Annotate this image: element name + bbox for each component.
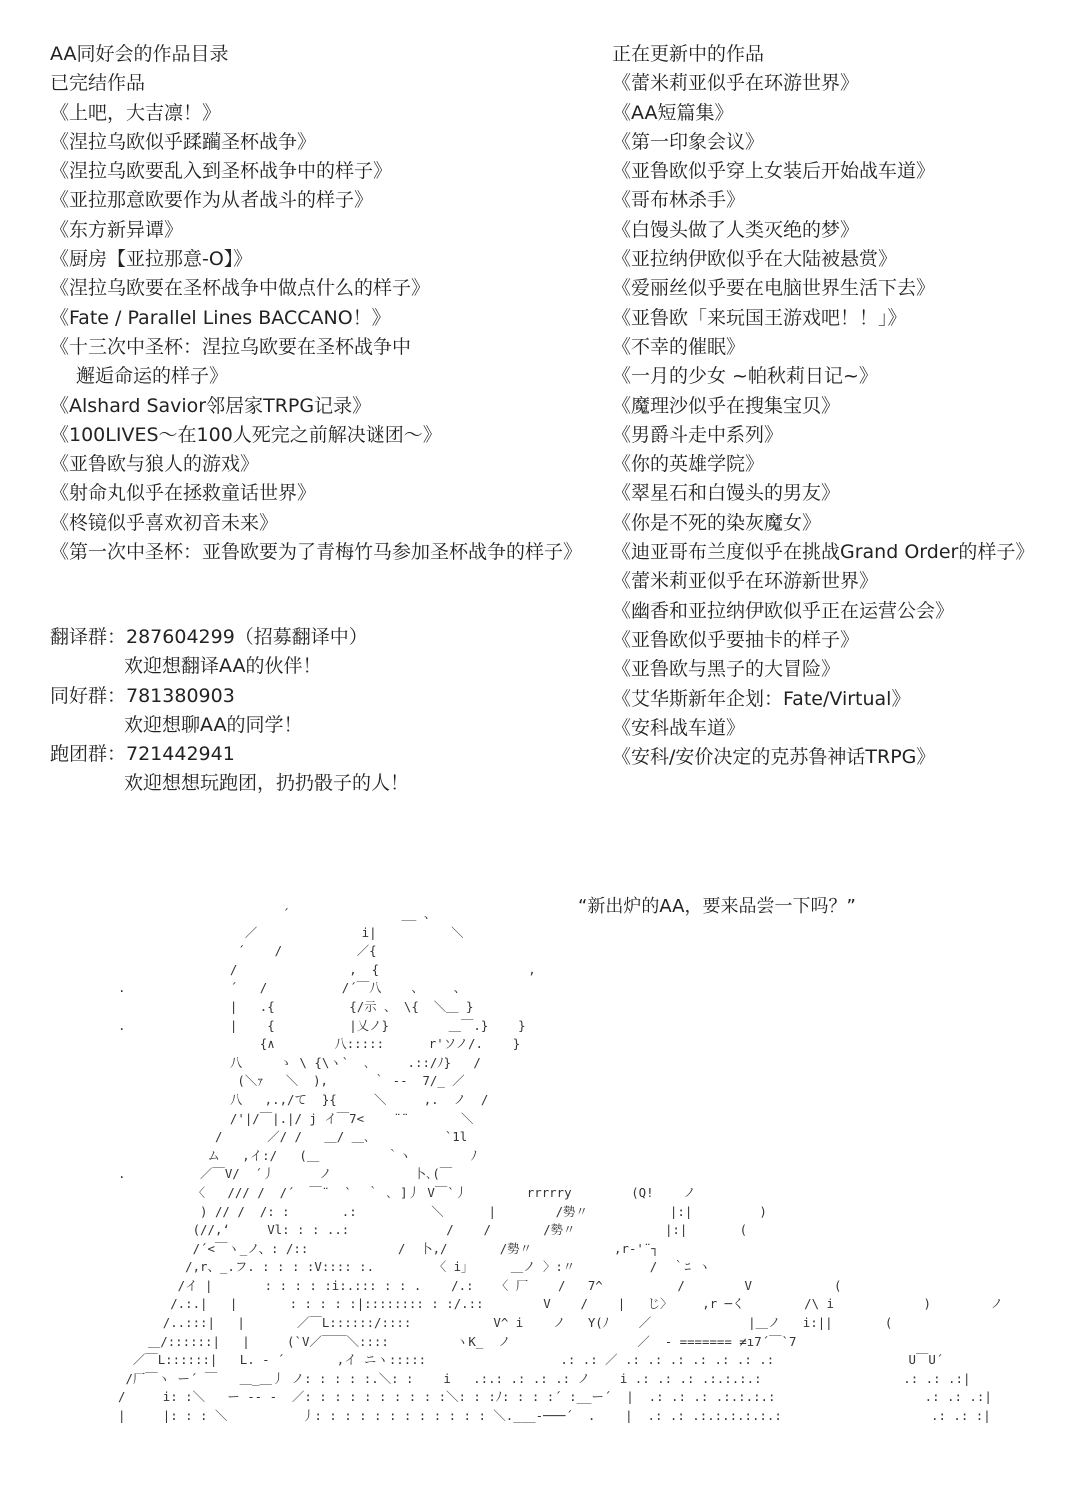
fan-group-note-row xyxy=(50,711,570,740)
list-item: 《涅拉乌欧似乎蹂躏圣杯战争》 xyxy=(50,130,317,153)
speech-quote: “新出炉的AA，要来品尝一下吗？” xyxy=(578,896,856,917)
list-item: 《一月的少女 ~帕秋莉日记~》 xyxy=(612,365,878,388)
list-item: 《100LIVES～在100人死完之前解决谜团～》 xyxy=(50,423,442,446)
translate-group-note-row xyxy=(50,652,570,681)
list-item: 《亚拉纳伊欧似乎在大陆被悬赏》 xyxy=(612,248,898,271)
ascii-art-illustration: ´ __ 、 ／ i| ＼ ´ / ／{ / , { , . ´ / /´￣八 、 、 | .{ {/示 、 \{ ＼＿ } . | { |乂ノ} ＿￣.} } {∧ 八::::: r'ソノ/. } 八 ゝ \ {\ヽ` ､ .::/ﾉ} / (＼ｧ ＼ ), ｀ ‐‐ 7/_ ／ 八 ,.,/て }{ ＼ ,. ノ / /'|/￣|.|/ j イ￣7< ¨¨ ＼ / ／/ / ＿/ ＿､ `1l ム ,イ:/ (＿ ｀ヽ ﾉ . ／￣V/ ´丿 ノ 卜､(￣ 〈 /// / /´ ￣¨ ` ｀ ､ ]丿 V￣`丿 rrrrry (Q! ノ ) // / /: : .: ＼ | /勢〃 |:| ) (//,‘ Vl: : : ..: / / /勢〃 |:| ( /´<￣ヽ_ノ、: /:: / 卜,/ /勢〃 ,r‐'¨┐ /,r、_.フ. : : : :V:::: :. 〈 i」 ＿ノ 〉:〃 / ｀ﾆ ヽ /イ | : : : : :i:.::: : : . /.: 〈 厂 / 7^ / V ( /.:.| | : : : : :|:::::::: : :/.:: V / | じ〉 ,r ─く /\ i ) ノ /..:::| | ／￣L::::::/:::: V^ i ノ Y(ﾉ ／ |＿ノ i:|| ( ＿/::::::| | (`V／￣￣＼:::: ヽK_ ノ ／ ‐ ======= ≠ı7´￣`7 ／￣L::::::| L. ‐ ´ ,イ ニヽ::::: .: .: ／ .: .: .: .: .: .: .: U￣U´ /厂￣ヽ ー´ ￣ ＿_＿丿 ノ: : : : :.＼: : i .:.: .: .: .: ノ i .: .: .: .:.:.:.: .: .: .:| / i: :＼ ー ‐‐ ‐ ／: : : : : : : : : :＼: : :ﾉ: : : :´ :__ー´ | .: .: .: .:.:.:.: .: .: .:| | |: : : ＼ 丿: : : : : : : : : : : : ＼.___‐───´ . | .: .: .:.:.:.:.:.: .: .: :| xyxy=(118,906,1004,1424)
list-item: 《亚拉那意欧要作为从者战斗的样子》 xyxy=(50,189,374,212)
list-item: 《你的英雄学院》 xyxy=(612,453,765,476)
list-item-continuation: 邂逅命运的样子》 xyxy=(76,365,229,388)
list-item: 《亚鲁欧与狼人的游戏》 xyxy=(50,453,260,476)
list-item: 《哥布林杀手》 xyxy=(612,189,746,212)
translate-group-note: 欢迎想翻译AA的伙伴！ xyxy=(124,655,322,678)
list-item: 《安科/安价决定的克苏鲁神话TRPG》 xyxy=(612,746,936,769)
list-item: 《上吧，大吉凛！》 xyxy=(50,101,222,124)
fan-group-value: 781380903 xyxy=(126,684,235,707)
trpg-group-note: 欢迎想想玩跑团，扔扔骰子的人！ xyxy=(124,772,410,795)
translate-group-value: 287604299（招募翻译中） xyxy=(126,626,368,648)
list-item: 《蕾米莉亚似乎在环游世界》 xyxy=(612,72,860,95)
trpg-group-note-row xyxy=(50,769,570,798)
list-item: 《涅拉乌欧要在圣杯战争中做点什么的样子》 xyxy=(50,277,431,300)
list-item: 《不幸的催眠》 xyxy=(612,335,746,358)
ongoing-heading: 正在更新中的作品 xyxy=(612,43,765,65)
list-item: 《艾华斯新年企划：Fate/Virtual》 xyxy=(612,687,911,710)
translate-group-row xyxy=(50,623,570,652)
fan-group-label: 同好群： xyxy=(50,684,127,707)
group-info xyxy=(50,623,570,799)
list-item: 《亚鲁欧似乎穿上女装后开始战车道》 xyxy=(612,160,936,183)
list-item: 《东方新异谭》 xyxy=(50,218,184,241)
trpg-group-row xyxy=(50,740,570,769)
list-item: 《Fate / Parallel Lines BACCANO！》 xyxy=(50,306,391,329)
list-item: 《十三次中圣杯：涅拉乌欧要在圣杯战争中 xyxy=(50,335,412,358)
list-item: 《翠星石和白馒头的男友》 xyxy=(612,482,841,505)
ongoing-works-column xyxy=(612,40,1062,772)
list-item: 《柊镜似乎喜欢初音未来》 xyxy=(50,511,279,534)
list-item: 《亚鲁欧「来玩国王游戏吧！！」》 xyxy=(612,306,907,329)
completed-works-column xyxy=(50,40,590,567)
trpg-group-value: 721442941 xyxy=(126,743,235,766)
trpg-group-label: 跑团群： xyxy=(50,743,127,766)
list-item: 《蕾米莉亚似乎在环游新世界》 xyxy=(612,570,879,593)
translate-group-label: 翻译群： xyxy=(50,626,127,648)
list-item: 《安科战车道》 xyxy=(612,716,746,739)
list-item: 《你是不死的染灰魔女》 xyxy=(612,511,822,534)
list-item: 《涅拉乌欧要乱入到圣杯战争中的样子》 xyxy=(50,160,393,183)
list-item: 《第一印象会议》 xyxy=(612,130,765,153)
list-item: 《男爵斗走中系列》 xyxy=(612,423,784,446)
list-item: 《亚鲁欧与黑子的大冒险》 xyxy=(612,658,841,681)
list-item: 《射命丸似乎在拯救童话世界》 xyxy=(50,482,317,505)
list-item: 《AA短篇集》 xyxy=(612,101,734,124)
list-item: 《幽香和亚拉纳伊欧似乎正在运营公会》 xyxy=(612,599,955,622)
list-item: 《亚鲁欧似乎要抽卡的样子》 xyxy=(612,628,860,651)
list-item: 《爱丽丝似乎要在电脑世界生活下去》 xyxy=(612,277,936,300)
list-item: 《白馒头做了人类灭绝的梦》 xyxy=(612,218,860,241)
list-item: 《魔理沙似乎在搜集宝贝》 xyxy=(612,394,841,417)
completed-heading: 已完结作品 xyxy=(50,72,146,95)
fan-group-note: 欢迎想聊AA的同学！ xyxy=(124,713,303,736)
list-item: 《迪亚哥布兰度似乎在挑战Grand Order的样子》 xyxy=(612,541,1035,564)
list-item: 《厨房【亚拉那意-O】》 xyxy=(50,248,253,271)
catalog-title: AA同好会的作品目录 xyxy=(50,43,229,65)
list-item: 《第一次中圣杯：亚鲁欧要为了青梅竹马参加圣杯战争的样子》 xyxy=(50,541,583,564)
list-item: 《Alshard Savior邻居家TRPG记录》 xyxy=(50,394,372,417)
fan-group-row xyxy=(50,682,570,711)
